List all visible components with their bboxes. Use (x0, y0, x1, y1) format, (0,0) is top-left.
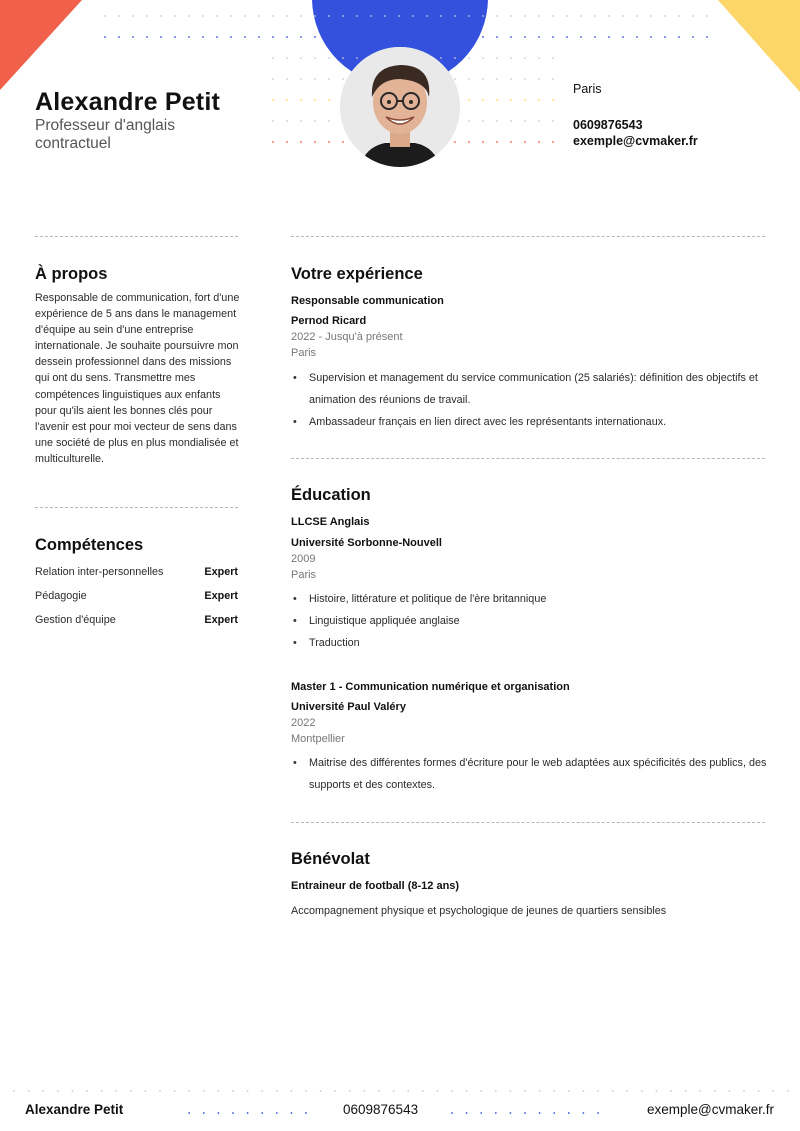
decor-dot (314, 36, 316, 38)
decor-dot (342, 141, 344, 143)
decor-dot (678, 36, 680, 38)
decor-dot (524, 36, 526, 38)
decor-dot (300, 78, 302, 80)
decor-dot (510, 99, 512, 101)
decor-dot (468, 120, 470, 122)
decor-dot (552, 141, 554, 143)
decor-dot (272, 57, 274, 59)
decor-dot (583, 1112, 585, 1114)
decor-dot (568, 1090, 570, 1092)
decor-dot (244, 15, 246, 17)
experience-dates: 2022 - Jusqu'à présent (291, 331, 403, 343)
decor-dot (398, 15, 400, 17)
decor-dot (305, 1112, 307, 1114)
decor-dot (524, 141, 526, 143)
decor-dot (468, 15, 470, 17)
decor-dot (538, 78, 540, 80)
decor-dot (349, 1090, 351, 1092)
decor-dot (261, 1090, 263, 1092)
experience-bullets (291, 367, 771, 433)
decor-dot (454, 36, 456, 38)
decor-dot (482, 120, 484, 122)
decor-dot (261, 1112, 263, 1114)
decor-dot (412, 36, 414, 38)
profile-photo (340, 47, 460, 167)
about-title: À propos (35, 265, 108, 283)
volunteering-description: Accompagnement physique et psychologique de jeunes de quartiers sensibles (291, 905, 667, 917)
decor-dot (272, 99, 274, 101)
decor-dot (291, 1112, 293, 1114)
decor-dot (300, 120, 302, 122)
decor-dot (496, 15, 498, 17)
skill-name: Pédagogie (35, 590, 87, 602)
decor-dot (597, 1090, 599, 1092)
decor-dot (247, 1090, 249, 1092)
divider-right-volunteering (291, 822, 765, 823)
decor-dot (130, 1090, 132, 1092)
divider-right-education (291, 458, 765, 459)
decor-dot (510, 15, 512, 17)
skill-row (35, 590, 238, 602)
decor-dot (568, 1112, 570, 1114)
decor-dot (594, 15, 596, 17)
decor-dot (664, 15, 666, 17)
decor-dot (714, 1090, 716, 1092)
decor-dot (160, 36, 162, 38)
decor-dot (57, 1090, 59, 1092)
decor-dot (300, 36, 302, 38)
education-degree: Master 1 - Communication numérique et organisation (291, 681, 570, 693)
decor-dot (272, 36, 274, 38)
skills-title: Compétences (35, 536, 144, 554)
decor-dot (466, 1090, 468, 1092)
decor-dot (314, 141, 316, 143)
decor-dot (230, 36, 232, 38)
list-item: • Maitrise des différentes formes d'écriture pour le web adaptées aux spécificités des publics, des supports et des contextes. (291, 752, 771, 796)
decor-dot (328, 141, 330, 143)
decor-dot (468, 141, 470, 143)
decor-dot (524, 99, 526, 101)
decor-dot (552, 99, 554, 101)
decor-dot (286, 57, 288, 59)
decor-dot (440, 36, 442, 38)
decor-dot (370, 15, 372, 17)
decor-dot (608, 15, 610, 17)
education-bullets (291, 752, 771, 796)
decor-dot (300, 141, 302, 143)
decor-dot (300, 15, 302, 17)
decor-dot (146, 36, 148, 38)
decor-dot (440, 15, 442, 17)
decor-dot (272, 141, 274, 143)
decor-dot (468, 36, 470, 38)
decor-dot (230, 15, 232, 17)
decor-dot (685, 1090, 687, 1092)
decor-dot (174, 1090, 176, 1092)
decor-dot (454, 15, 456, 17)
decor-dot (656, 1090, 658, 1092)
decor-dot (342, 78, 344, 80)
decor-dot (706, 36, 708, 38)
candidate-name: Alexandre Petit (35, 88, 221, 116)
decor-dot (553, 1112, 555, 1114)
decor-dot (566, 36, 568, 38)
decor-dot (426, 36, 428, 38)
decor-dot (216, 36, 218, 38)
decor-dot (553, 1090, 555, 1092)
decor-dot (524, 78, 526, 80)
decor-dot (118, 15, 120, 17)
decor-dot (314, 120, 316, 122)
decor-dot (510, 1112, 512, 1114)
decor-dot (670, 1090, 672, 1092)
decor-dot (174, 15, 176, 17)
decor-dot (437, 1090, 439, 1092)
list-item: • Supervision et management du service communication (25 salariés): définition des objectifs et animation des réunions de travail. (291, 367, 771, 411)
decor-dot (328, 99, 330, 101)
decor-dot (580, 15, 582, 17)
decor-dot (160, 15, 162, 17)
footer-name: Alexandre Petit (25, 1102, 124, 1117)
decor-dot (378, 1090, 380, 1092)
decor-dot (364, 1090, 366, 1092)
decor-dot (276, 1090, 278, 1092)
decor-dot (244, 36, 246, 38)
decor-dot (636, 15, 638, 17)
decor-dot (583, 1090, 585, 1092)
list-item: • Histoire, littérature et politique de l'ère britannique (291, 588, 771, 610)
decor-dot (118, 36, 120, 38)
list-item: • Ambassadeur français en lien direct avec les représentants internationaux. (291, 411, 771, 433)
decor-dot (342, 15, 344, 17)
decor-dot (286, 120, 288, 122)
education-title: Éducation (291, 486, 371, 504)
avatar-illustration (340, 47, 460, 167)
decor-dot (440, 57, 442, 59)
decor-dot (232, 1112, 234, 1114)
decor-dot (772, 1090, 774, 1092)
divider-left-skills (35, 507, 238, 508)
decor-dot (524, 1112, 526, 1114)
decor-dot (286, 15, 288, 17)
experience-location: Paris (291, 347, 317, 359)
decor-dot (496, 57, 498, 59)
decor-dot (218, 1112, 220, 1114)
decor-dot (664, 36, 666, 38)
decor-dot (174, 36, 176, 38)
skill-name: Relation inter-personnelles (35, 566, 164, 578)
education-location: Montpellier (291, 733, 345, 745)
skill-name: Gestion d'équipe (35, 614, 116, 626)
decor-dot (188, 1112, 190, 1114)
education-year: 2022 (291, 717, 316, 729)
decor-dot (466, 1112, 468, 1114)
footer-phone: 0609876543 (343, 1102, 419, 1117)
decor-dot (524, 1090, 526, 1092)
education-bullets (291, 588, 771, 654)
decor-dot (328, 120, 330, 122)
decor-dot (524, 57, 526, 59)
decor-dot (482, 99, 484, 101)
decor-dot (132, 15, 134, 17)
decor-dot (286, 36, 288, 38)
decor-dot (622, 36, 624, 38)
decor-dot (203, 1112, 205, 1114)
decor-dot (104, 36, 106, 38)
decor-dot (370, 36, 372, 38)
decor-dot (115, 1090, 117, 1092)
decor-dot (510, 57, 512, 59)
decor-dot (276, 1112, 278, 1114)
decor-dot (314, 15, 316, 17)
decor-dot (650, 36, 652, 38)
decor-dot (482, 57, 484, 59)
decor-dot (538, 57, 540, 59)
decor-dot (743, 1090, 745, 1092)
decor-dot (626, 1090, 628, 1092)
decor-dot (566, 15, 568, 17)
skill-level: Expert (204, 566, 238, 578)
decor-dot (272, 15, 274, 17)
footer-email: exemple@cvmaker.fr (647, 1102, 774, 1117)
skill-row (35, 614, 238, 626)
decor-dot (159, 1090, 161, 1092)
decor-dot (188, 36, 190, 38)
decor-dot (496, 78, 498, 80)
decor-dot (202, 36, 204, 38)
decor-dot (72, 1090, 74, 1092)
decor-dot (291, 1090, 293, 1092)
decor-dot (300, 57, 302, 59)
decor-yellow-triangle (718, 0, 800, 92)
decor-dot (538, 141, 540, 143)
decor-dot (104, 15, 106, 17)
decor-dot (101, 1090, 103, 1092)
decor-dot (202, 15, 204, 17)
decor-dot (384, 36, 386, 38)
education-degree: LLCSE Anglais (291, 516, 370, 528)
skill-level: Expert (204, 614, 238, 626)
skill-row (35, 566, 238, 578)
decor-dot (692, 36, 694, 38)
decor-dot (552, 57, 554, 59)
decor-dot (552, 36, 554, 38)
decor-dot (510, 36, 512, 38)
decor-dot (146, 15, 148, 17)
decor-dot (480, 1112, 482, 1114)
decor-dot (342, 36, 344, 38)
decor-dot (468, 99, 470, 101)
decor-dot (451, 1112, 453, 1114)
decor-dot (454, 141, 456, 143)
decor-dot (218, 1090, 220, 1092)
experience-role: Responsable communication (291, 295, 444, 307)
decor-dot (539, 1090, 541, 1092)
contact-phone: 0609876543 (573, 118, 643, 132)
decor-dot (495, 1112, 497, 1114)
decor-dot (496, 99, 498, 101)
divider-left-top (35, 236, 238, 237)
decor-dot (286, 141, 288, 143)
education-school: Université Paul Valéry (291, 701, 406, 713)
decor-dot (622, 15, 624, 17)
decor-dot (232, 1090, 234, 1092)
decor-dot (580, 36, 582, 38)
contact-email: exemple@cvmaker.fr (573, 134, 698, 148)
decor-dot (300, 99, 302, 101)
decor-dot (612, 1090, 614, 1092)
decor-dot (510, 1090, 512, 1092)
decor-dot (678, 15, 680, 17)
decor-dot (188, 1090, 190, 1092)
decor-dot (145, 1090, 147, 1092)
decor-dot (538, 99, 540, 101)
decor-dot (454, 78, 456, 80)
decor-dot (482, 36, 484, 38)
decor-dot (594, 36, 596, 38)
decor-dot (328, 15, 330, 17)
decor-dot (451, 1090, 453, 1092)
decor-dot (482, 141, 484, 143)
decor-dot (552, 120, 554, 122)
decor-dot (328, 36, 330, 38)
decor-dot (247, 1112, 249, 1114)
decor-dot (356, 15, 358, 17)
decor-dot (132, 36, 134, 38)
decor-dot (468, 78, 470, 80)
decor-dot (636, 36, 638, 38)
decor-dot (539, 1112, 541, 1114)
decor-dot (538, 36, 540, 38)
skill-level: Expert (204, 590, 238, 602)
decor-dot (422, 1090, 424, 1092)
decor-dot (28, 1090, 30, 1092)
decor-dot (314, 57, 316, 59)
decor-dot (641, 1090, 643, 1092)
decor-dot (758, 1090, 760, 1092)
decor-dot (552, 78, 554, 80)
decor-dot (496, 36, 498, 38)
decor-dot (328, 78, 330, 80)
decor-dot (650, 15, 652, 17)
decor-dot (524, 15, 526, 17)
decor-dot (454, 57, 456, 59)
decor-dot (393, 1090, 395, 1092)
decor-dot (729, 1090, 731, 1092)
decor-dot (510, 78, 512, 80)
list-item: • Traduction (291, 632, 771, 654)
decor-dot (13, 1090, 15, 1092)
decor-dot (286, 99, 288, 101)
decor-dot (608, 36, 610, 38)
decor-dot (412, 15, 414, 17)
decor-dot (510, 141, 512, 143)
decor-dot (258, 36, 260, 38)
decor-dot (314, 99, 316, 101)
decor-dot (510, 120, 512, 122)
decor-dot (188, 15, 190, 17)
decor-dot (787, 1090, 789, 1092)
list-item: • Linguistique appliquée anglaise (291, 610, 771, 632)
decor-dot (342, 57, 344, 59)
education-school: Université Sorbonne-Nouvell (291, 537, 442, 549)
decor-dot (496, 120, 498, 122)
volunteering-title: Bénévolat (291, 850, 370, 868)
decor-dot (42, 1090, 44, 1092)
about-text: Responsable de communication, fort d'une expérience de 5 ans dans le management d'équipe au sein d'une entreprise internationale. Je souhaite poursuivre mon dessein professionnel dans des missions qui ont du sens. Transmettre mes compétences linguistiques aux enfants pour qu'ils aient les bonnes clés pour l'avenir est pour moi vecteur de sens dans une société de plus en plus mondialisée et multiculturelle. (35, 292, 240, 465)
decor-dot (272, 120, 274, 122)
decor-dot (203, 1090, 205, 1092)
decor-dot (398, 36, 400, 38)
candidate-job-title: Professeur d'anglais contractuel (35, 117, 175, 152)
decor-dot (482, 78, 484, 80)
decor-dot (86, 1090, 88, 1092)
decor-dot (538, 15, 540, 17)
decor-dot (552, 15, 554, 17)
decor-dot (407, 1090, 409, 1092)
decor-dot (314, 78, 316, 80)
decor-dot (706, 15, 708, 17)
education-year: 2009 (291, 553, 316, 565)
decor-dot (426, 15, 428, 17)
decor-dot (216, 15, 218, 17)
decor-dot (468, 57, 470, 59)
decor-dot (334, 1090, 336, 1092)
decor-dot (305, 1090, 307, 1092)
decor-dot (286, 78, 288, 80)
decor-dot (597, 1112, 599, 1114)
decor-dot (272, 78, 274, 80)
contact-city: Paris (573, 82, 602, 96)
education-location: Paris (291, 569, 317, 581)
decor-dot (692, 15, 694, 17)
decor-dot (495, 1090, 497, 1092)
volunteering-role: Entraineur de football (8-12 ans) (291, 880, 460, 892)
decor-dot (480, 1090, 482, 1092)
experience-company: Pernod Ricard (291, 315, 367, 327)
decor-red-triangle (0, 0, 82, 90)
decor-dot (699, 1090, 701, 1092)
decor-dot (258, 15, 260, 17)
decor-dot (538, 120, 540, 122)
decor-dot (320, 1090, 322, 1092)
decor-dot (496, 141, 498, 143)
experience-title: Votre expérience (291, 265, 423, 283)
decor-dot (328, 57, 330, 59)
decor-dot (482, 15, 484, 17)
divider-right-top (291, 236, 765, 237)
decor-dot (384, 15, 386, 17)
decor-dot (356, 57, 358, 59)
decor-dot (524, 120, 526, 122)
decor-dot (356, 36, 358, 38)
